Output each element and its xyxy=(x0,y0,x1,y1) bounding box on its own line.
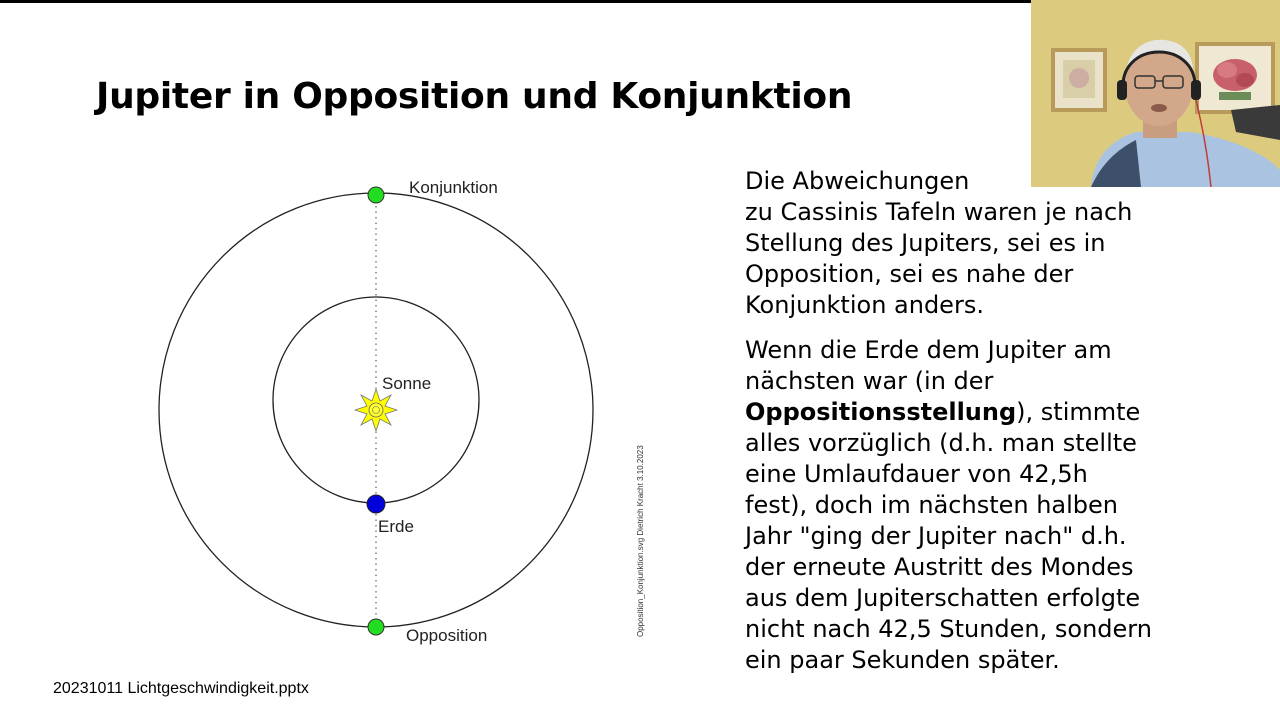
orbit-diagram xyxy=(140,165,660,675)
jupiter-conjunction-dot xyxy=(368,187,384,203)
text-line: Konjunktion anders. xyxy=(745,291,984,319)
text-line: fest), doch im nächsten halben xyxy=(745,491,1119,519)
text-line: nicht nach 42,5 Stunden, sondern xyxy=(745,615,1152,643)
label-sun: Sonne xyxy=(382,374,432,393)
earth-dot xyxy=(367,495,385,513)
bold-term: Oppositionsstellung xyxy=(745,398,1017,426)
sun-icon xyxy=(355,389,397,431)
text-line: Jahr "ging der Jupiter nach" d.h. xyxy=(745,522,1127,550)
image-credit: Opposition_Konjunktion.svg Dietrich Kracht 3.10.2023 xyxy=(636,445,645,637)
text-line: aus dem Jupiterschatten erfolgte xyxy=(745,584,1141,612)
slide-title: Jupiter in Opposition und Konjunktion xyxy=(96,76,853,117)
text-fragment: ), stimmte xyxy=(1016,398,1141,426)
label-earth: Erde xyxy=(378,517,414,536)
text-line: der erneute Austritt des Mondes xyxy=(745,553,1134,581)
text-line: Wenn die Erde dem Jupiter am xyxy=(745,336,1112,364)
text-line: Stellung des Jupiters, sei es in xyxy=(745,229,1106,257)
wall-picture-left xyxy=(1053,50,1105,110)
text-line: nächsten war (in der xyxy=(745,367,994,395)
label-conjunction: Konjunktion xyxy=(409,178,498,197)
webcam-video-feed xyxy=(1031,0,1280,187)
text-line: zu Cassinis Tafeln waren je nach xyxy=(745,198,1133,226)
paragraph-2 xyxy=(745,335,1215,676)
footer-filename: 20231011 Lichtgeschwindigkeit.pptx xyxy=(53,680,309,697)
text-line: ein paar Sekunden später. xyxy=(745,646,1060,674)
text-line: alles vorzüglich (d.h. man stellte xyxy=(745,429,1137,457)
body-text xyxy=(745,166,1215,676)
paragraph-1 xyxy=(745,166,1215,321)
label-opposition: Opposition xyxy=(406,626,488,645)
jupiter-opposition-dot xyxy=(368,619,384,635)
text-line: Opposition, sei es nahe der xyxy=(745,260,1074,288)
text-line: Die Abweichungen xyxy=(745,167,970,195)
text-line: eine Umlaufdauer von 42,5h xyxy=(745,460,1088,488)
wall-picture-right xyxy=(1197,44,1273,112)
